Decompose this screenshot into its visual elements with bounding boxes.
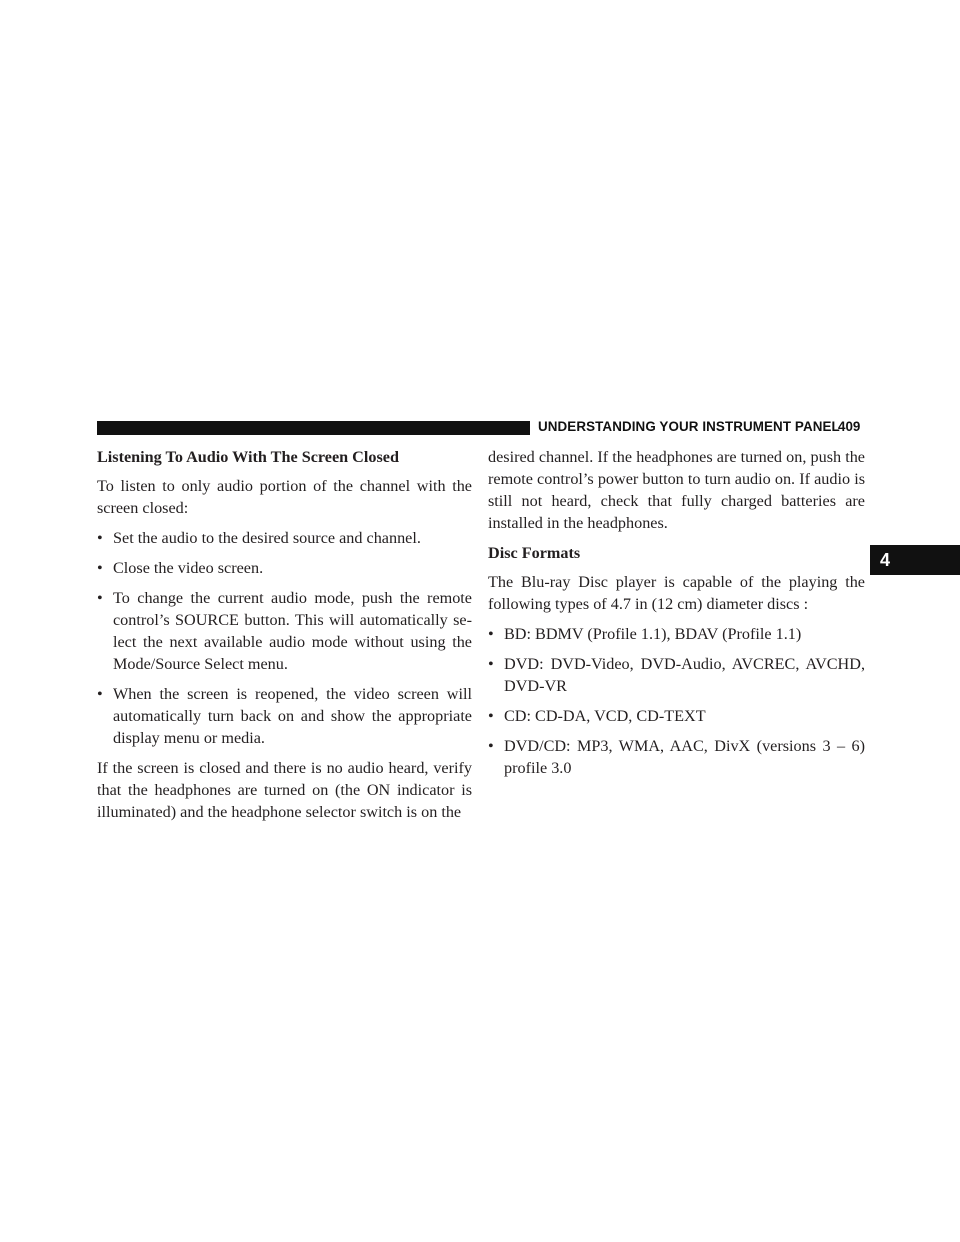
section-heading-audio-screen-closed: Listening To Audio With The Screen Closed bbox=[97, 448, 399, 466]
list-item: • DVD: DVD-Video, DVD-Audio, AVCREC, AVCHD, DVD-VR bbox=[488, 655, 865, 695]
list-item: • To change the current audio mode, push the remote control’s SOURCE button. This will automatically se-lect the next available audio mode without using the Mode/Source Select menu. bbox=[97, 589, 472, 673]
bullet-icon: • bbox=[97, 685, 103, 703]
disc-intro-paragraph: The Blu-ray Disc player is capable of the playing the following types of 4.7 in (12 cm) diameter discs : bbox=[488, 573, 865, 613]
section-heading-disc-formats: Disc Formats bbox=[488, 544, 581, 562]
list-item: • CD: CD-DA, VCD, CD-TEXT bbox=[488, 707, 706, 725]
bullet-icon: • bbox=[97, 529, 103, 547]
list-item: • When the screen is reopened, the video screen will automatically turn back on and show the appropriate display menu or media. bbox=[97, 685, 472, 747]
page-number: 409 bbox=[838, 419, 861, 434]
bullet-icon: • bbox=[488, 625, 494, 643]
audio-steps-list bbox=[97, 527, 472, 749]
right-column bbox=[488, 446, 865, 787]
bullet-icon: • bbox=[488, 737, 494, 755]
list-item: • Set the audio to the desired source and channel. bbox=[97, 529, 421, 547]
header-rule-bar bbox=[97, 421, 530, 435]
bullet-icon: • bbox=[488, 707, 494, 725]
chapter-tab[interactable]: 4 bbox=[870, 545, 960, 575]
left-column bbox=[97, 446, 472, 831]
intro-paragraph: To listen to only audio portion of the channel with the screen closed: bbox=[97, 477, 472, 517]
continuation-paragraph: desired channel. If the headphones are turned on, push the remote control’s power button to turn audio on. If audio is still not heard, check that fully charged batteries are installed in the headphones. bbox=[488, 448, 865, 532]
bullet-icon: • bbox=[488, 655, 494, 673]
closing-paragraph: If the screen is closed and there is no audio heard, verify that the headphones are turned on (the ON indicator is illuminated) and the headphone selector switch is on the bbox=[97, 759, 472, 821]
list-item: • Close the video screen. bbox=[97, 559, 264, 577]
list-item: • BD: BDMV (Profile 1.1), BDAV (Profile 1.1) bbox=[488, 625, 802, 643]
disc-formats-list bbox=[488, 623, 865, 779]
bullet-icon: • bbox=[97, 559, 103, 577]
running-header-title: UNDERSTANDING YOUR INSTRUMENT PANEL bbox=[538, 419, 840, 434]
bullet-icon: • bbox=[97, 589, 103, 607]
list-item: • DVD/CD: MP3, WMA, AAC, DivX (versions 3 – 6) profile 3.0 bbox=[488, 737, 865, 777]
